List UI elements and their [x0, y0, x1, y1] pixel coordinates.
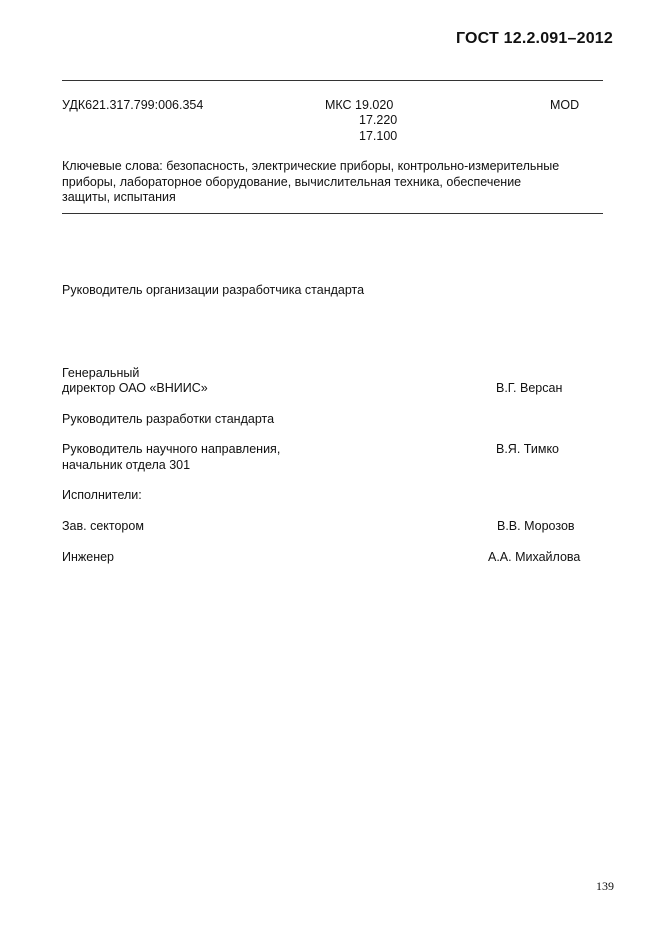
sci-title-line-1: Руководитель научного направления,: [62, 442, 281, 456]
sci-title-line-2: начальник отдела 301: [62, 458, 191, 472]
udk-code: УДК621.317.799:006.354: [62, 98, 204, 112]
mod-label: MOD: [550, 98, 580, 112]
sci-name: В.Я. Тимко: [496, 442, 560, 456]
sector-title: Зав. сектором: [62, 519, 144, 533]
sector-name: В.В. Морозов: [497, 519, 575, 533]
engineer-name: А.А. Михайлова: [488, 550, 581, 564]
executors-heading: Исполнители:: [62, 488, 142, 502]
gd-title-line-1: Генеральный: [62, 366, 140, 380]
bottom-divider: [62, 213, 603, 214]
gd-title-line-2: директор ОАО «ВНИИС»: [62, 381, 208, 395]
document-header: ГОСТ 12.2.091–2012: [455, 30, 613, 47]
dev-head-heading: Руководитель разработки стандарта: [62, 412, 275, 426]
mks-code-2: 17.220: [359, 113, 398, 127]
mks-code-1: МКС 19.020: [325, 98, 394, 112]
keywords-line-3: защиты, испытания: [62, 190, 176, 204]
org-head-heading: Руководитель организации разработчика стандарта: [62, 283, 365, 297]
keywords-line-2: приборы, лабораторное оборудование, вычислительная техника, обеспечение: [62, 175, 522, 189]
gd-name: В.Г. Версан: [496, 381, 563, 395]
page-number: 139: [596, 879, 614, 893]
engineer-title: Инженер: [62, 550, 115, 564]
keywords-line-1: Ключевые слова: безопасность, электрические приборы, контрольно-измерительные: [62, 159, 560, 173]
mks-code-3: 17.100: [359, 129, 398, 143]
top-divider: [62, 80, 603, 81]
